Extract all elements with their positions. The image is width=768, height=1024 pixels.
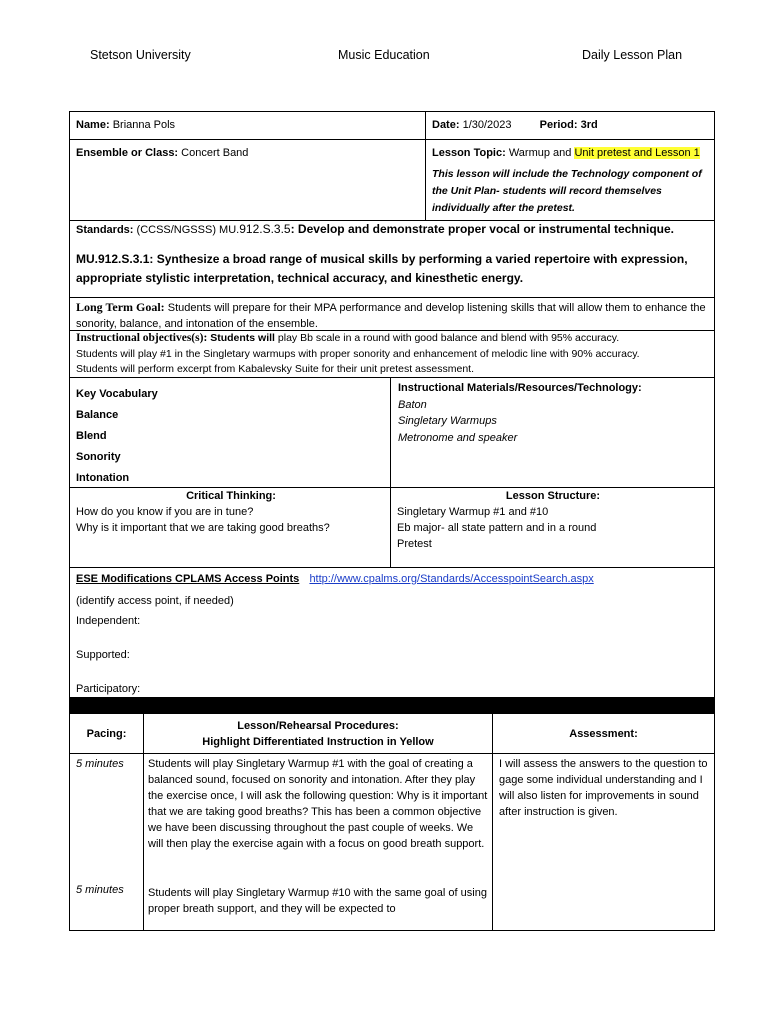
vocab-item: Blend <box>76 430 107 442</box>
period-label: Period: <box>539 119 578 131</box>
lesson-structure-cell <box>397 488 709 552</box>
date-label: Date: <box>432 119 460 131</box>
period-value: 3rd <box>580 119 598 131</box>
critical-label: Critical Thinking: <box>186 490 276 502</box>
long-term-goal <box>76 299 710 332</box>
topic-note: This lesson will include the Technology component of the Unit Plan- students will record themselves individually after the pretest. <box>432 168 702 214</box>
standard-2: MU.912.S.3.1: Synthesize a broad range of musical skills by performing a varied repertoire with expression, appropriate stylistic interpretation, technical accuracy, and kinesthetic energy. <box>76 252 688 285</box>
pacing-row-2: 5 minutes <box>76 884 124 896</box>
vocab-item: Balance <box>76 409 119 421</box>
standards-label: Standards: <box>76 224 134 236</box>
name-label: Name: <box>76 119 110 131</box>
standards-cell <box>76 222 710 236</box>
topic-cell <box>432 145 710 161</box>
ensemble-cell <box>76 145 248 161</box>
structure-label: Lesson Structure: <box>505 490 601 502</box>
critical-question-2: Why is it important that we are taking good breaths? <box>76 522 330 534</box>
cpalms-link[interactable]: http://www.cpalms.org/Standards/AccesspointSearch.aspx <box>309 573 594 585</box>
ese-participatory: Participatory: <box>76 683 141 695</box>
topic-highlight: Unit pretest and Lesson 1 <box>574 147 700 159</box>
header-department: Music Education <box>338 48 430 62</box>
procedure-row-1: Students will play Singletary Warmup #1 with the goal of creating a balanced sound, focused on sonority and intonation. After they play the exercise once, I will ask the following question: Why is it important that we are taking good breaths? This has been a common objective we have been discussing throughout the past couple of weeks. We will then play the exercise again with a focus on good breath support. <box>148 758 488 850</box>
name-value: Brianna Pols <box>112 119 176 131</box>
assessment-row-1: I will assess the answers to the question to gage some individual understanding and I will also listen for improvements in sound after instruction is given. <box>499 758 708 818</box>
pacing-header: Pacing: <box>86 728 127 740</box>
ese-supported: Supported: <box>76 649 130 661</box>
materials-cell <box>398 380 642 446</box>
objective-3: Students will perform excerpt from Kabalevsky Suite for their unit pretest assessment. <box>76 363 475 375</box>
date-cell <box>432 117 598 133</box>
long-term-text: Students will prepare for their MPA performance and develop listening skills that will allow them to enhance the sonority, balance, and intonation of the ensemble. <box>76 302 706 330</box>
standard-1-text: : Develop and demonstrate proper vocal or instrumental technique. <box>290 222 675 236</box>
long-term-label: Long Term Goal: <box>76 300 165 314</box>
ensemble-label: Ensemble or Class: <box>76 147 179 159</box>
topic-label: Lesson Topic: <box>432 147 506 159</box>
objectives-lead: Students will <box>210 332 275 344</box>
ese-cell <box>76 571 710 587</box>
procedure-row-2: Students will play Singletary Warmup #10 with the same goal of using proper breath support, and they will be expected to <box>148 887 487 915</box>
name-cell <box>76 117 175 133</box>
material-item: Baton <box>398 398 427 411</box>
procedures-title: Lesson/Rehearsal Procedures: <box>237 720 399 732</box>
critical-thinking-cell <box>76 488 386 536</box>
pacing-row-1: 5 minutes <box>76 758 124 770</box>
structure-item: Eb major- all state pattern and in a round <box>397 522 597 534</box>
objectives-label: Instructional objectives(s): <box>76 332 208 344</box>
materials-label: Instructional Materials/Resources/Technology: <box>398 382 642 394</box>
date-value: 1/30/2023 <box>462 119 512 131</box>
vocab-item: Intonation <box>76 472 130 484</box>
assessment-header: Assessment: <box>569 728 638 740</box>
material-item: Singletary Warmups <box>398 415 497 427</box>
objective-2: Students will play #1 in the Singletary warmups with proper sonority and enhancement of melodic line with 90% accuracy. <box>76 347 640 360</box>
structure-item: Pretest <box>397 538 432 550</box>
objectives <box>76 331 712 378</box>
standards-codes: (CCSS/NGSSS) MU. <box>136 224 240 236</box>
ese-label: ESE Modifications CPLAMS Access Points <box>76 573 300 585</box>
ensemble-value: Concert Band <box>181 147 249 159</box>
material-item: Metronome and speaker <box>398 431 518 444</box>
topic-plain: Warmup and <box>508 147 572 159</box>
vocabulary-cell <box>76 384 158 489</box>
critical-question-1: How do you know if you are in tune? <box>76 506 254 518</box>
ese-independent: Independent: <box>76 615 141 627</box>
header-doc-type: Daily Lesson Plan <box>582 48 683 62</box>
procedures-header <box>144 718 492 750</box>
header-university: Stetson University <box>90 48 191 62</box>
vocabulary-label: Key Vocabulary <box>76 388 158 400</box>
vocab-item: Sonority <box>76 451 121 463</box>
standard-1-code: 912.S.3.5 <box>239 222 291 236</box>
structure-item: Singletary Warmup #1 and #10 <box>397 506 549 518</box>
objective-1: play Bb scale in a round with good balance and blend with 95% accuracy. <box>277 332 620 344</box>
ese-note: (identify access point, if needed) <box>76 595 234 607</box>
objective-line-1 <box>76 331 712 347</box>
procedures-subtitle: Highlight Differentiated Instruction in Yellow <box>202 736 434 748</box>
